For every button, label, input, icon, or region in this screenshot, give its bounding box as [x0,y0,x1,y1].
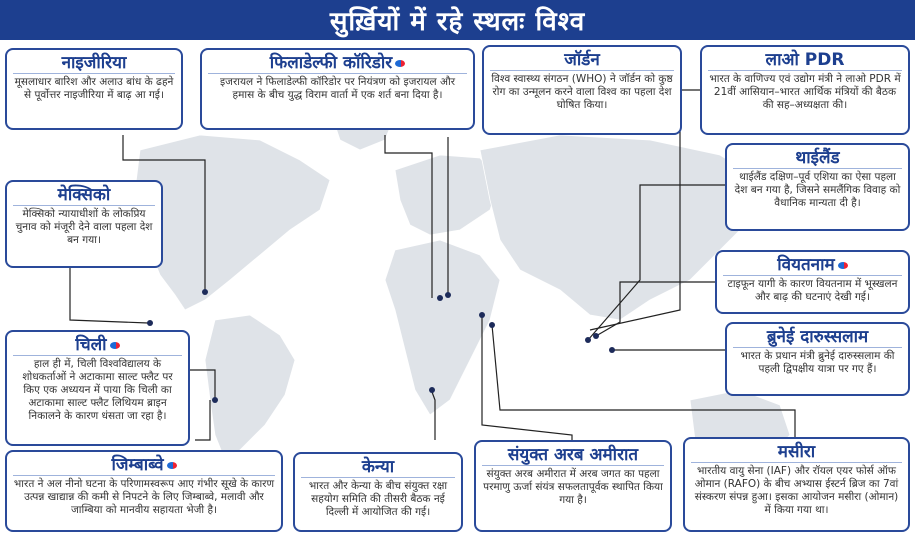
south-america-landmass [205,315,295,460]
place-description: विश्व स्वास्थ्य संगठन (WHO) ने जॉर्डन को कुष्ठ रोग का उन्मूलन करने वाला विश्व का पहला देश घोषित किया। [491,73,673,111]
place-description: मूसलाधार बारिश और अलाउ बांध के ढहने से पूर्वोत्तर नाइजीरिया में बाढ़ आ गई। [14,76,174,101]
logo-icon [167,462,177,469]
place-name: लाओ PDR [708,50,902,71]
place-card-masirah [683,437,910,532]
logo-icon [110,342,120,349]
place-card-kenya [293,452,463,532]
place-name: थाईलैंड [733,148,902,169]
place-name: नाइजीरिया [13,53,175,74]
place-description: थाईलैंड दक्षिण–पूर्व एशिया का ऐसा पहला देश बन गया है, जिसने समलैंगिक विवाह को वैधानिक मान्यता दी है। [734,171,901,209]
pin-jordan [445,292,451,298]
north-america-landmass [135,135,330,310]
africa-landmass [385,240,500,415]
place-name: चिली [75,335,107,355]
place-card-vietnam [715,250,910,314]
place-name: फिलाडेल्फी कॉरिडोर [269,53,393,73]
place-card-zimbabwe [5,450,283,532]
pin-thailand [585,337,591,343]
place-description: भारत और केन्या के बीच संयुक्त रक्षा सहयोग समिति की तीसरी बैठक नई दिल्ली में आयोजित की गई। [308,480,448,518]
place-description: भारतीय वायु सेना (IAF) और रॉयल एयर फोर्स ऑफ ओमान (RAFO) के बीच अभ्यास ईस्टर्न ब्रिज का 7वां संस्करण संपन्न हुआ। इसका आयोजन मसीरा (ओमान) में किया गया था। [694,465,899,516]
place-card-jordan [482,45,682,135]
pin-nigeria [202,289,208,295]
page-title: सुर्ख़ियों में रहे स्थलः विश्व [0,0,915,40]
pin-vietnam [593,333,599,339]
place-description: टाइफून यागी के कारण वियतनाम में भूस्खलन और बाढ़ की घटनाएं देखी गई। [727,278,898,303]
place-description: संयुक्त अरब अमीरात में अरब जगत का पहला परमाणु ऊर्जा संयंत्र सफलतापूर्वक स्थापित किया गया है। [483,468,663,506]
connector-uae [482,315,572,440]
place-name: मेक्सिको [13,185,155,206]
pin-masirah [489,322,495,328]
connector-zimbabwe [195,400,210,440]
place-card-nigeria [5,48,183,130]
place-description: भारत के वाणिज्य एवं उद्योग मंत्री ने लाओ PDR में 21वीं आसियान–भारत आर्थिक मंत्रियों की बैठक की सह–अध्यक्षता की। [709,73,901,111]
place-name: जॉर्डन [490,50,674,71]
place-description: भारत ने अल नीनो घटना के परिणामस्वरूप आए गंभीर सूखे के कारण उत्पन्न खाद्यान्न की कमी से निपटने के लिए जिम्बाब्वे, मलावी और जाम्बिया को मानवीय सहायता भेजी है। [13,478,275,516]
place-description: मेक्सिको न्यायाधीशों के लोकप्रिय चुनाव को मंजूरी देने वाला पहला देश बन गया। [15,208,153,246]
place-name: संयुक्त अरब अमीरात [482,445,664,466]
pin-brunei [609,347,615,353]
place-description: भारत के प्रधान मंत्री ब्रुनेई दारुस्सलाम की पहली द्विपक्षीय यात्रा पर गए हैं। [740,350,895,375]
place-card-laos [700,45,910,135]
place-card-chile [5,330,190,446]
pin-uae [479,312,485,318]
place-name: वियतनाम [777,255,835,275]
place-name: मसीरा [691,442,902,463]
place-card-uae [474,440,672,532]
place-card-mexico [5,180,163,268]
pin-philadelphi [437,295,443,301]
place-name: ब्रुनेई दारुस्सलाम [733,327,902,348]
place-card-thailand [725,143,910,231]
pin-mexico [147,320,153,326]
logo-icon [395,60,405,67]
place-name: केन्या [301,457,455,478]
place-card-philadelphi [200,48,475,130]
logo-icon [838,262,848,269]
pin-chile [212,397,218,403]
pin-kenya [429,387,435,393]
place-name: जिम्बाब्वे [111,455,164,475]
place-description: इजरायल ने फिलाडेल्फी कॉरिडोर पर नियंत्रण को इजरायल और हमास के बीच युद्ध विराम वार्ता में एक शर्त बना दिया है। [220,76,455,101]
place-description: हाल ही में, चिली विश्वविद्यालय के शोधकर्ताओं ने अटाकामा साल्ट फ्लैट पर किए एक अध्ययन में पाया कि चिली का अटाकामा साल्ट फ्लैट लिथियम ब्राइन निकालने के कारण धंसता जा रहा है। [22,358,173,422]
place-card-brunei [725,322,910,396]
